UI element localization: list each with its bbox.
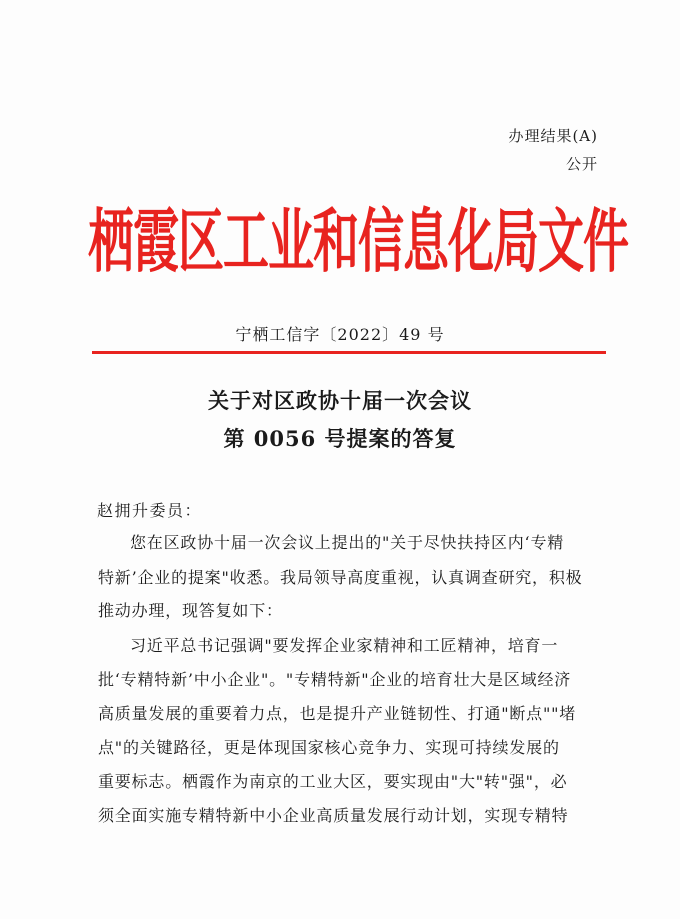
letterhead-title: 栖霞区工业和信息化局文件 (88, 200, 628, 282)
subject-line-2: 第 0056 号提案的答复 (223, 426, 457, 451)
disclosure-label: 公开 (565, 155, 598, 173)
body-paragraph-2-line-4: 点"的关键路径，更是体现国家核心竞争力、实现可持续发展的 (98, 738, 560, 757)
body-paragraph-2-line-3: 高质量发展的重要着力点，也是提升产业链韧性、打通"断点""堵 (98, 704, 577, 723)
processing-result-label: 办理结果(A) (508, 127, 598, 145)
subject-line-1: 关于对区政协十届一次会议 (208, 388, 472, 413)
document-number: 宁栖工信字〔2022〕49 号 (235, 325, 445, 344)
body-paragraph-1-line-1: 您在区政协十届一次会议上提出的"关于尽快扶持区内‘专精 (130, 533, 565, 552)
body-paragraph-2-line-6: 须全面实施专精特新中小企业高质量发展行动计划，实现专精特 (98, 806, 569, 825)
body-paragraph-2-line-2: 批‘专精特新’中小企业"。"专精特新"企业的培育壮大是区域经济 (98, 670, 572, 689)
body-paragraph-2-line-1: 习近平总书记强调"要发挥企业家精神和工匠精神，培育一 (130, 636, 559, 655)
salutation: 赵拥升委员： (97, 501, 203, 520)
body-paragraph-1-line-2: 特新’企业的提案"收悉。我局领导高度重视，认真调查研究，积极 (98, 568, 583, 587)
body-paragraph-2-line-5: 重要标志。栖霞作为南京的工业大区，要实现由"大"转"强"，必 (98, 772, 568, 791)
letterhead-divider (92, 351, 606, 354)
body-paragraph-1-line-3: 推动办理，现答复如下： (98, 601, 283, 620)
